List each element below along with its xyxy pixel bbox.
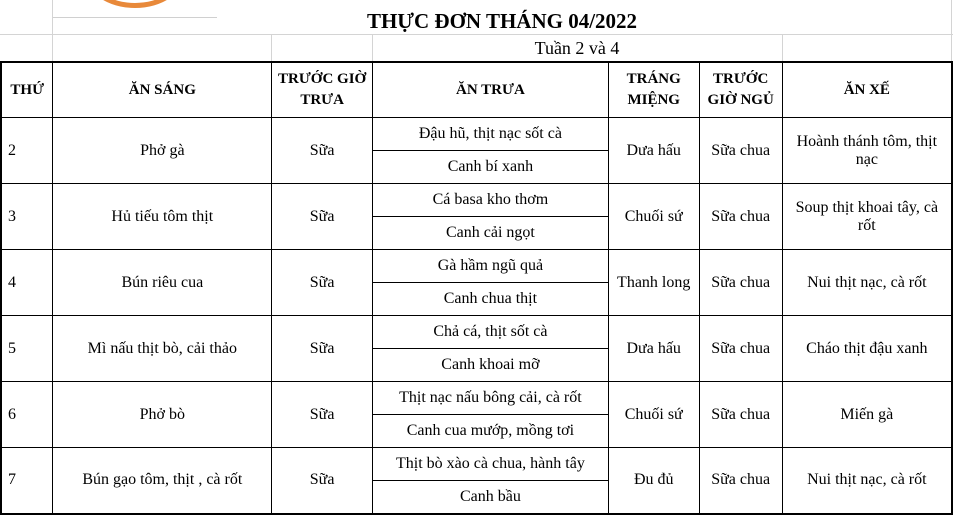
page-title: THỰC ĐƠN THÁNG 04/2022 xyxy=(366,9,638,33)
dessert-cell: Thanh long xyxy=(608,250,699,316)
lunch-main-cell: Gà hầm ngũ quả xyxy=(373,250,609,283)
pre-lunch-cell: Sữa xyxy=(272,118,373,184)
day-cell: 5 xyxy=(1,316,53,382)
snack-cell: Soup thịt khoai tây, cà rốt xyxy=(782,184,952,250)
day-cell: 4 xyxy=(1,250,53,316)
gridline xyxy=(782,34,783,61)
pre-nap-cell: Sữa chua xyxy=(699,382,782,448)
lunch-soup-cell: Canh cải ngọt xyxy=(373,217,609,250)
table-row xyxy=(1,448,952,481)
breakfast-cell: Hủ tiếu tôm thịt xyxy=(53,184,272,250)
header-pre-lunch: TRƯỚC GIỜ TRƯA xyxy=(272,62,373,118)
header-snack: ĂN XẾ xyxy=(782,62,952,118)
day-cell: 3 xyxy=(1,184,53,250)
header-breakfast: ĂN SÁNG xyxy=(53,62,272,118)
table-row xyxy=(1,250,952,283)
header-day: THỨ xyxy=(1,62,53,118)
lunch-soup-cell: Canh bầu xyxy=(373,481,609,514)
lunch-main-cell: Đậu hũ, thịt nạc sốt cà xyxy=(373,118,609,151)
lunch-soup-cell: Canh khoai mỡ xyxy=(373,349,609,382)
day-cell: 7 xyxy=(1,448,53,514)
day-cell: 2 xyxy=(1,118,53,184)
lunch-main-cell: Chả cá, thịt sốt cà xyxy=(373,316,609,349)
pre-lunch-cell: Sữa xyxy=(272,184,373,250)
table-row xyxy=(1,382,952,415)
lunch-soup-cell: Canh bí xanh xyxy=(373,151,609,184)
breakfast-cell: Mì nấu thịt bò, cải thảo xyxy=(53,316,272,382)
dessert-cell: Dưa hấu xyxy=(608,316,699,382)
table-row xyxy=(1,184,952,217)
breakfast-cell: Bún gạo tôm, thịt , cà rốt xyxy=(53,448,272,514)
logo-arc xyxy=(85,0,185,8)
snack-cell: Nui thịt nạc, cà rốt xyxy=(782,448,952,514)
dessert-cell: Dưa hấu xyxy=(608,118,699,184)
pre-nap-cell: Sữa chua xyxy=(699,118,782,184)
header-pre-nap: TRƯỚC GIỜ NGỦ xyxy=(699,62,782,118)
lunch-soup-cell: Canh cua mướp, mồng tơi xyxy=(373,415,609,448)
header-dessert: TRÁNG MIỆNG xyxy=(608,62,699,118)
menu-table xyxy=(0,61,953,515)
pre-nap-cell: Sữa chua xyxy=(699,184,782,250)
snack-cell: Cháo thịt đậu xanh xyxy=(782,316,952,382)
page-subtitle: Tuần 2 và 4 xyxy=(534,38,620,58)
lunch-main-cell: Cá basa kho thơm xyxy=(373,184,609,217)
gridline xyxy=(0,34,953,35)
snack-cell: Hoành thánh tôm, thịt nạc xyxy=(782,118,952,184)
gridline xyxy=(271,34,272,61)
breakfast-cell: Phở bò xyxy=(53,382,272,448)
header-lunch: ĂN TRƯA xyxy=(373,62,609,118)
breakfast-cell: Bún riêu cua xyxy=(53,250,272,316)
day-cell: 6 xyxy=(1,382,53,448)
snack-cell: Miến gà xyxy=(782,382,952,448)
dessert-cell: Đu đủ xyxy=(608,448,699,514)
snack-cell: Nui thịt nạc, cà rốt xyxy=(782,250,952,316)
dessert-cell: Chuối sứ xyxy=(608,382,699,448)
pre-nap-cell: Sữa chua xyxy=(699,316,782,382)
lunch-soup-cell: Canh chua thịt xyxy=(373,283,609,316)
pre-lunch-cell: Sữa xyxy=(272,250,373,316)
breakfast-cell: Phở gà xyxy=(53,118,272,184)
header-row xyxy=(1,62,952,118)
pre-nap-cell: Sữa chua xyxy=(699,250,782,316)
table-row xyxy=(1,118,952,151)
lunch-main-cell: Thịt bò xào cà chua, hành tây xyxy=(373,448,609,481)
pre-lunch-cell: Sữa xyxy=(272,382,373,448)
pre-lunch-cell: Sữa xyxy=(272,448,373,514)
lunch-main-cell: Thịt nạc nấu bông cải, cà rốt xyxy=(373,382,609,415)
dessert-cell: Chuối sứ xyxy=(608,184,699,250)
table-row xyxy=(1,316,952,349)
pre-nap-cell: Sữa chua xyxy=(699,448,782,514)
pre-lunch-cell: Sữa xyxy=(272,316,373,382)
